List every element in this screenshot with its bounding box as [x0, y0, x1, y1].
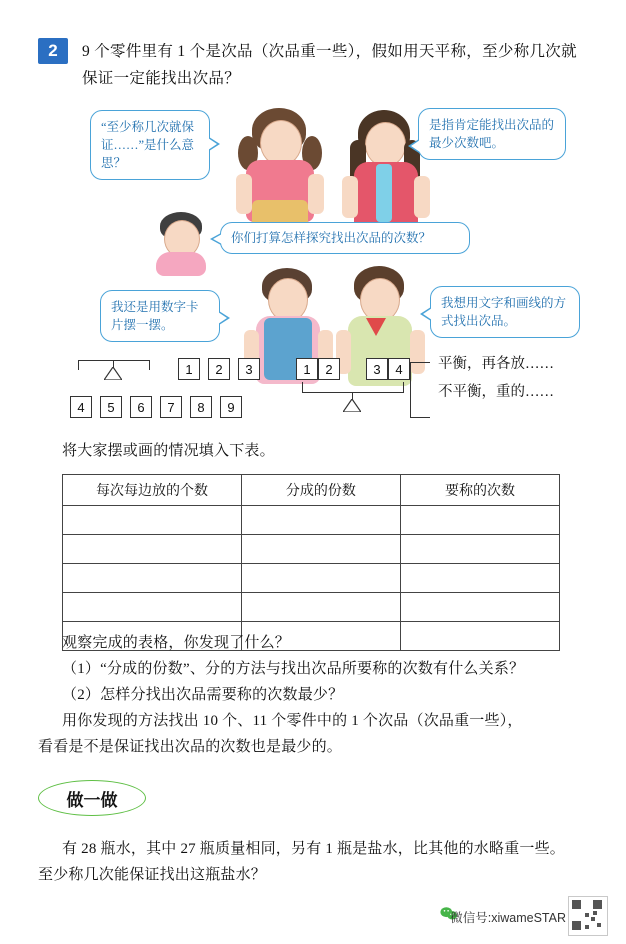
number-card: 3: [238, 358, 260, 380]
speech-bubble-2-text: 是指肯定能找出次品的最少次数吧。: [429, 118, 555, 150]
closing-line-2: 看看是不是保证找出次品的次数也是最少的。: [38, 739, 343, 755]
table-row[interactable]: [63, 535, 560, 564]
page-footer: [0, 892, 626, 944]
table-row[interactable]: [63, 506, 560, 535]
number-card: 4: [70, 396, 92, 418]
speech-bubble-1: [90, 110, 210, 180]
number-card: 3: [366, 358, 388, 380]
outcome-note-unbalanced: 不平衡，重的……: [438, 384, 554, 400]
table-header-cell: 要称的次数: [400, 475, 559, 506]
table-header-cell: 每次每边放的个数: [63, 475, 242, 506]
number-card: 7: [160, 396, 182, 418]
number-card: 6: [130, 396, 152, 418]
table-header-row: [63, 475, 560, 506]
table-cell[interactable]: [400, 506, 559, 535]
practice-heading: [38, 780, 148, 818]
table-header-cell: 分成的份数: [241, 475, 400, 506]
observation-prompt: 观察完成的表格，你发现了什么？: [62, 635, 291, 651]
character-girl-pigtails: [230, 108, 330, 238]
outcome-bracket: [410, 362, 432, 418]
bracket-vertical: [410, 362, 411, 418]
number-card: 9: [220, 396, 242, 418]
practice-heading-text: 做一做: [66, 790, 118, 810]
speech-bubble-4: [100, 290, 220, 342]
number-card: 4: [388, 358, 410, 380]
beam-right-drop: [149, 360, 150, 370]
speech-bubble-4-text: 我还是用数字卡片摆一摆。: [111, 300, 199, 332]
question-2: （2）怎样分找出次品需要称的次数最少？: [62, 687, 344, 703]
bubble-tail-inner: [423, 308, 432, 320]
speech-bubble-1-text: “至少称几次就保证……”是什么意思？: [101, 120, 195, 170]
wechat-id-label: 微信号:xiwameSTAR: [450, 911, 566, 925]
number-card: 5: [100, 396, 122, 418]
left-cards-bottom-row: [70, 396, 260, 420]
fill-table-instruction: 将大家摆或画的情况填入下表。: [62, 443, 275, 459]
bubble-tail-inner: [411, 140, 420, 152]
table-cell[interactable]: [241, 564, 400, 593]
results-table: [62, 474, 560, 651]
problem-number-badge: 2: [38, 38, 68, 64]
balance-fulcrum-icon: [343, 399, 361, 412]
beam-left-drop: [78, 360, 79, 370]
table-cell[interactable]: [241, 593, 400, 622]
outcome-note-balanced: 平衡，再各放……: [438, 356, 554, 372]
right-balance-diagram: [296, 358, 426, 430]
speech-bubble-3: [220, 222, 470, 254]
bubble-tail-inner: [218, 312, 227, 324]
table-cell[interactable]: [241, 535, 400, 564]
left-cards-top-row: [178, 358, 264, 382]
table-cell[interactable]: [241, 506, 400, 535]
table-cell[interactable]: [400, 564, 559, 593]
beam-right-drop: [403, 382, 404, 393]
closing-line-1: 用你发现的方法找出 10 个、11 个零件中的 1 个次品（次品重一些），: [62, 713, 523, 729]
table-cell[interactable]: [400, 535, 559, 564]
practice-line-1: 有 28 瓶水，其中 27 瓶质量相同，另有 1 瓶是盐水，比其他的水略重一些。: [62, 841, 566, 857]
number-card: 8: [190, 396, 212, 418]
beam-left-drop: [302, 382, 303, 393]
practice-line-2: 至少称几次能保证找出这瓶盐水？: [38, 867, 267, 883]
table-cell[interactable]: [63, 564, 242, 593]
problem-statement: 9 个零件里有 1 个是次品（次品重一些），假如用天平称，至少称几次就保证一定能找出次品？: [82, 43, 577, 87]
bracket-top-arm: [410, 362, 430, 363]
speech-bubble-2: [418, 108, 566, 160]
table-cell[interactable]: [63, 535, 242, 564]
bubble-tail-inner: [213, 234, 222, 244]
illustration-area: [70, 100, 590, 430]
bracket-bottom-arm: [410, 417, 430, 418]
number-card: 2: [318, 358, 340, 380]
number-card: 2: [208, 358, 230, 380]
character-boy-thinking: [148, 210, 218, 272]
speech-bubble-5-text: 我想用文字和画线的方式找出次品。: [441, 296, 567, 328]
speech-bubble-5: [430, 286, 580, 338]
speech-bubble-3-text: 你们打算怎样探究找出次品的次数？: [231, 231, 432, 245]
table-cell[interactable]: [63, 506, 242, 535]
qr-code[interactable]: [568, 896, 608, 936]
table-cell[interactable]: [400, 593, 559, 622]
number-card: 1: [296, 358, 318, 380]
bubble-tail-inner: [208, 138, 217, 150]
table-cell[interactable]: [63, 593, 242, 622]
balance-fulcrum-icon: [104, 367, 122, 380]
question-1: （1）“分成的份数”、分的方法与找出次品所要称的次数有什么关系？: [62, 661, 525, 677]
table-row[interactable]: [63, 593, 560, 622]
number-card: 1: [178, 358, 200, 380]
table-row[interactable]: [63, 564, 560, 593]
